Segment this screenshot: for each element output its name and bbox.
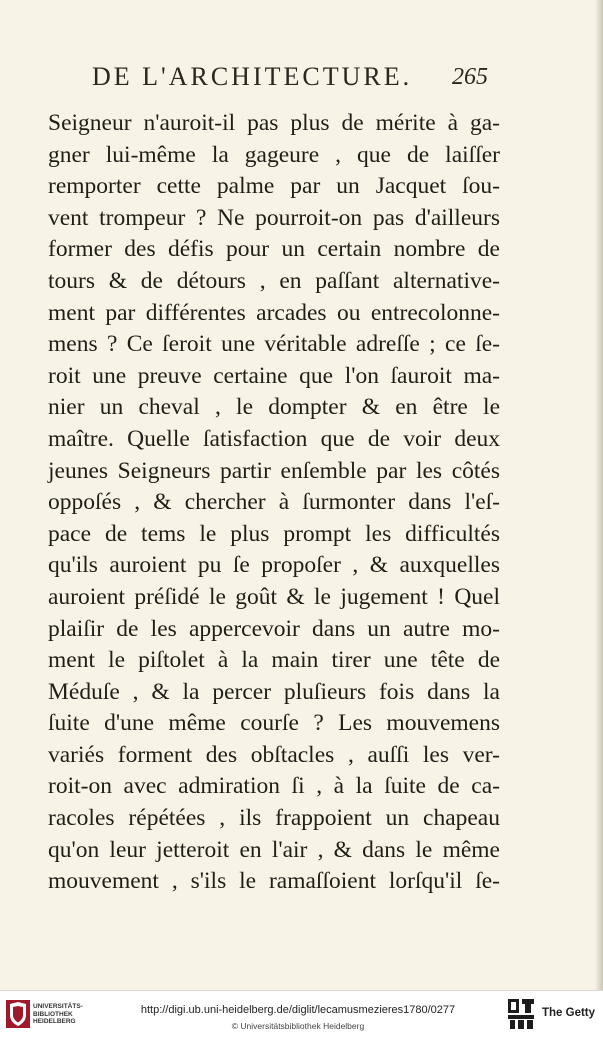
copyright-notice: © Universitätsbibliothek Heidelberg <box>231 1021 365 1031</box>
text-line: ment par différentes arcades ou entrecolonne- <box>48 299 500 326</box>
text-line: roit-on avec admiration ſi , à la ſuite de ca- <box>48 773 500 800</box>
viewer-footer <box>0 990 603 1038</box>
library-name-line: BIBLIOTHEK <box>33 1010 73 1018</box>
partner-name: The Getty <box>542 1007 596 1019</box>
getty-logo-icon <box>507 998 535 1030</box>
text-line: pace de tems le plus prompt les difficultés <box>48 520 500 547</box>
text-line: vent trompeur ? Ne pourroit-on pas d'ailleurs <box>48 204 500 231</box>
text-line: maître. Quelle ſatisfaction que de voir deux <box>48 425 500 452</box>
text-line: ment le piſtolet à la main tirer une tête de <box>48 647 500 674</box>
heidelberg-library-logo-icon <box>6 1000 30 1028</box>
text-line: racoles répétées , ils frappoient un chapeau <box>48 805 500 832</box>
text-line: qu'on leur jetteroit en l'air , & dans le même <box>48 836 500 863</box>
text-line: variés forment des obſtacles , auſſi les ver- <box>48 741 500 768</box>
text-line: Seigneur n'auroit-il pas plus de mérite à ga- <box>48 110 500 136</box>
text-line: oppoſés , & chercher à ſurmonter dans l'eſ- <box>48 489 500 516</box>
text-line: tours & de détours , en paſſant alternative- <box>48 267 500 294</box>
text-line: mens ? Ce ſeroit une véritable adreſſe ; ce ſe- <box>48 331 500 358</box>
text-line: nier un cheval , le dompter & en être le <box>48 394 500 421</box>
text-line: remporter cette palme par un Jacquet ſou- <box>48 173 500 200</box>
body-text <box>48 108 500 898</box>
text-line: jeunes Seigneurs partir enſemble par les côtés <box>48 457 500 484</box>
text-line: roit une preuve certaine que l'on ſauroit ma- <box>48 362 500 389</box>
page-number: 265 <box>452 64 488 90</box>
library-name-line: UNIVERSITÄTS- <box>33 1003 83 1010</box>
library-name-line: HEIDELBERG <box>33 1018 76 1025</box>
text-line: ſuite d'une même courſe ? Les mouvemens <box>48 710 500 737</box>
running-title: DE L'ARCHITECTURE. <box>92 62 413 91</box>
permalink-url[interactable]: http://digi.ub.uni-heidelberg.de/diglit/lecamusmezieres1780/0277 <box>140 1004 456 1016</box>
text-line: former des défis pour un certain nombre de <box>48 236 500 263</box>
text-line: qu'ils auroient pu ſe propoſer , & auxquelles <box>48 552 500 579</box>
text-line: plaiſir de les appercevoir dans un autre mo- <box>48 615 500 642</box>
running-header <box>0 62 603 102</box>
text-line: auroient préſidé le goût & le jugement ! Quel <box>48 583 500 610</box>
library-name <box>33 1003 83 1026</box>
text-line: mouvement , s'ils le ramaſſoient lorſqu'il ſe- <box>48 868 500 895</box>
text-line: Méduſe , & la percer pluſieurs fois dans la <box>48 678 500 705</box>
text-line: gner lui-même la gageure , que de laiſſer <box>48 141 500 168</box>
